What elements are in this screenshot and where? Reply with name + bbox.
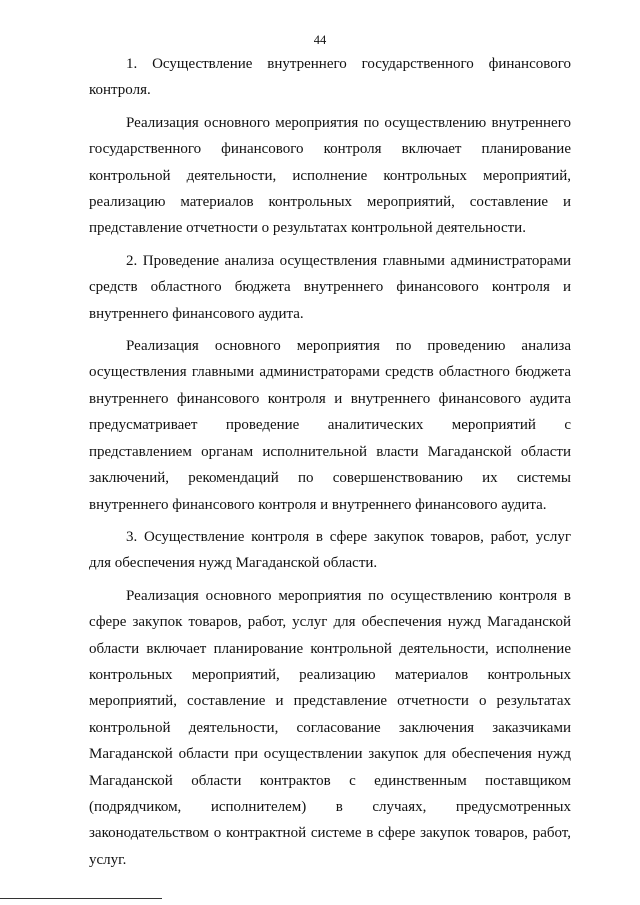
paragraph-text-3: Реализация основного мероприятия по осуществлению контроля в сфере закупок товаров, работ, услуг для обеспечения нужд Магаданской области включает планирование контрольной деятельности, исполнение контрольных мероприятий, реализацию материалов контрольных мероприятий, составление и представление отчетности о результатах контрольной деятельности, согласование заключения заказчиками Магаданской области при осуществлении закупок для обеспечения нужд Магаданской области контрактов с единственным поставщиком (подрядчиком, исполнителем) в случаях, предусмотренных законодательством о контрактной системе в сфере закупок товаров, работ, услуг.	[89, 587, 571, 868]
paragraph-text-1: Реализация основного мероприятия по осуществлению внутреннего государственного финансового контроля включает планирование контрольной деятельности, исполнение контрольных мероприятий, реализацию материалов контрольных мероприятий, составление и представление отчетности о результатах контрольной деятельности.	[89, 114, 571, 237]
document-body	[89, 51, 571, 873]
paragraph-heading-2: 2. Проведение анализа осуществления главными администраторами средств областного бюджета внутреннего финансового контроля и внутреннего финансового аудита.	[89, 252, 571, 322]
paragraph-heading-1: 1. Осуществление внутреннего государственного финансового контроля.	[89, 56, 571, 99]
paragraph-text-2: Реализация основного мероприятия по проведению анализа осуществления главными администраторами средств областного бюджета внутреннего финансового контроля и внутреннего финансового аудита предусматривает проведение аналитических мероприятий с представлением органам исполнительной власти Магаданской области заключений, рекомендаций по совершенствованию их системы внутреннего финансового контроля и внутреннего финансового аудита.	[89, 338, 571, 513]
paragraph-heading-3: 3. Осуществление контроля в сфере закупок товаров, работ, услуг для обеспечения нужд Магаданской области.	[89, 528, 571, 572]
page-number: 44	[313, 33, 327, 47]
footer-rule	[0, 898, 162, 899]
